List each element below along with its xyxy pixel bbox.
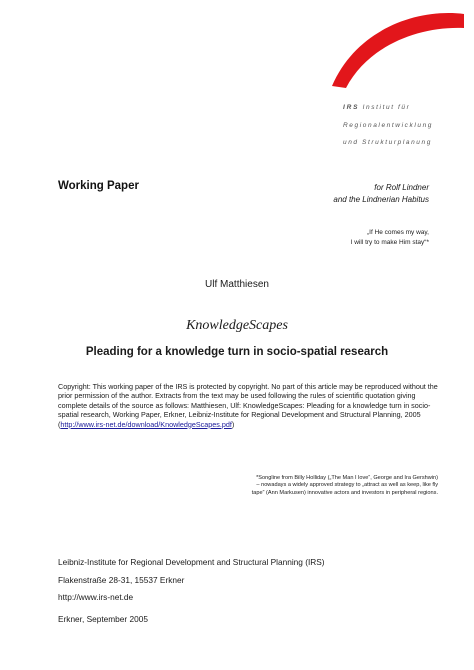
dedication: [333, 182, 429, 206]
institute-line-3: und Strukturplanung: [343, 139, 432, 146]
download-link[interactable]: http://www.irs-net.de/download/KnowledgeScapes.pdf: [60, 419, 232, 429]
author-name: Ulf Matthiesen: [205, 279, 269, 290]
footnote: [158, 475, 438, 497]
copyright-text: Copyright: This working paper of the IRS is protected by copyright. No part of this article may be reproduced without the prior permission of the author. Extracts from the text may be used following the rules of scientific quotation giving complete details of the source as follows: Matthiesen, Ulf: KnowledgeScapes: Pleading for a knowledge turn in socio-spatial research, Working Paper, Erkner, Leibniz-Institute for Regional Development and Structural Planning, 2005: [58, 382, 438, 420]
footer-website: http://www.irs-net.de: [58, 592, 134, 602]
quote-line-2: I will try to make Him stay“*: [350, 239, 429, 246]
irs-logo-arc: [326, 8, 466, 88]
institute-line-2: Regionalentwicklung: [343, 122, 434, 129]
dedication-line-2: and the Lindnerian Habitus: [333, 195, 429, 204]
link-paren-open: (: [58, 419, 61, 429]
paper-title: KnowledgeScapes: [186, 318, 288, 333]
epigraph-quote: [351, 228, 429, 248]
footnote-line-2: – nowadays a widely approved strategy to „attract as well as keep, like fly: [256, 482, 438, 489]
copyright-notice: [58, 382, 438, 429]
dedication-line-1: for Rolf Lindner: [374, 183, 429, 192]
quote-line-1: „If He comes my way,: [366, 229, 429, 236]
footer-date: Erkner, September 2005: [58, 614, 148, 624]
logo-arc-shape: [332, 13, 464, 88]
institute-abbrev: IRS: [343, 104, 360, 111]
footnote-line-3: tape“ (Ann Markusen) innovative actors and investors in peripheral regions.: [251, 489, 438, 496]
institute-line-1-rest: Institut für: [362, 104, 411, 111]
paper-subtitle: Pleading for a knowledge turn in socio-spatial research: [85, 346, 389, 358]
footer-address: Flakenstraße 28-31, 15537 Erkner: [58, 575, 185, 585]
working-paper-label: Working Paper: [58, 180, 139, 192]
link-paren-close: ): [231, 419, 235, 429]
footnote-line-1: *Songline from Billy Holliday („The Man I love“, George and Ira Gershwin): [256, 475, 438, 481]
institute-line-1: [343, 104, 410, 111]
footer-institute: Leibniz-Institute for Regional Development and Structural Planning (IRS): [58, 557, 325, 567]
